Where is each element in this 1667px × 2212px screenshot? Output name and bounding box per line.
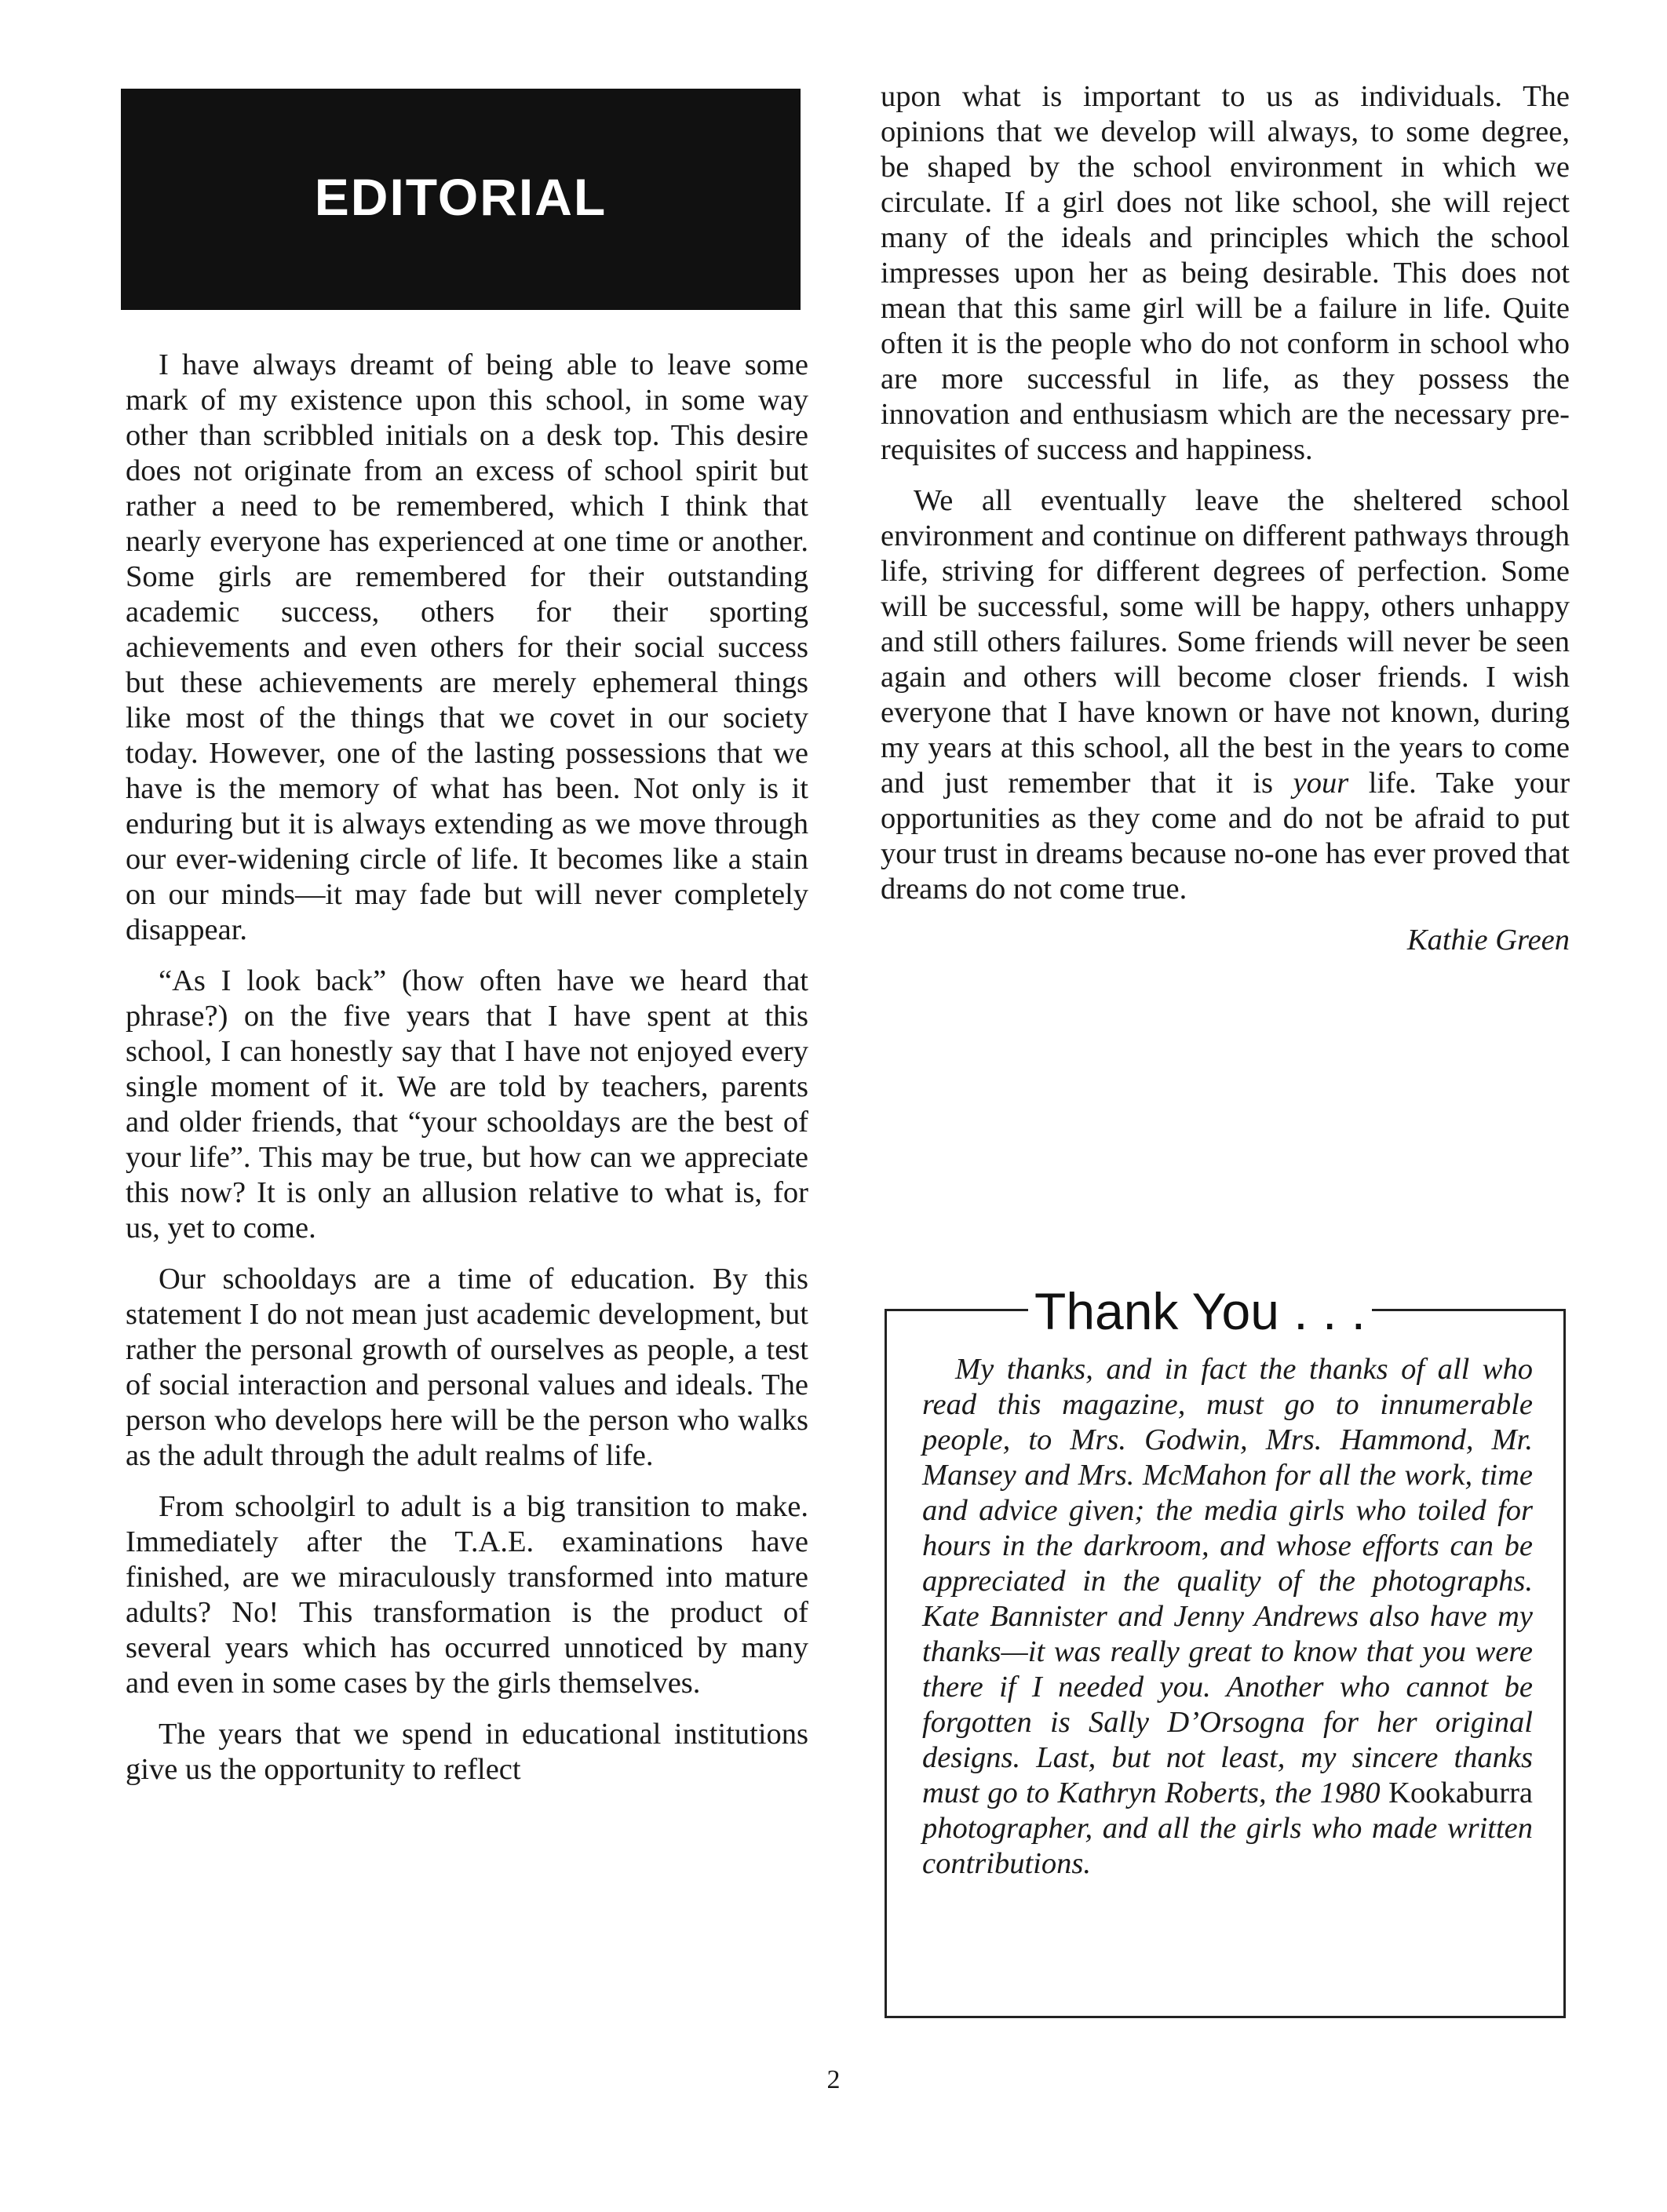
editorial-paragraph-1: I have always dreamt of being able to leave some mark of my existence upon this school, in some way other than scribbled initials on a desk top. This desire does not originate from an excess of school spirit but rather a need to be remembered, which I think that nearly everyone has experienced at one time or another. Some girls are remembered for their outstanding academic success, others for their sporting achievements and even others for their social success but these achievements are merely ephemeral things like most of the things that we covet in our society today. However, one of the lasting possessions that we have is the memory of what has been. Not only is it enduring but it is always extending as we move through our ever-widening circle of life. It becomes like a stain on our minds—it may fade but will never completely disappear. bbox=[126, 348, 808, 946]
thank-you-text-part-2: photographer, and all the girls who made written contributions. bbox=[922, 1812, 1533, 1880]
editorial-banner bbox=[121, 89, 801, 310]
editorial-closing-text: life. Take your opportunities as they come and do not be afraid to put your trust in dreams because no-one has ever proved that dreams do not come true. bbox=[881, 767, 1570, 906]
editorial-paragraph-7 bbox=[881, 483, 1570, 907]
editorial-paragraph-6: upon what is important to us as individuals. The opinions that we develop will always, to some degree, be shaped by the school environment in which we circulate. If a girl does not like school, she will reject many of the ideals and principles which the school impresses upon her as being desirable. This does not mean that this same girl will be a failure in life. Quite often it is the people who do not conform in school who are more successful in life, as they possess the innovation and enthusiasm which are the necessary prerequisites of success and happiness. bbox=[881, 80, 1570, 466]
thank-you-text bbox=[922, 1352, 1533, 1882]
editorial-paragraph-2: “As I look back” (how often have we heard that phrase?) on the five years that I have spent at this school, I can honestly say that I have not enjoyed every single moment of it. We are told by teachers, parents and older friends, that “your schooldays are the best of your life”. This may be true, but how can we appreciate this now? It is only an allusion relative to what is, for us, yet to come. bbox=[126, 964, 808, 1244]
editorial-title: EDITORIAL bbox=[314, 168, 607, 226]
thank-you-text-part-1: My thanks, and in fact the thanks of all who read this magazine, must go to innumerable people, to Mrs. Godwin, Mrs. Hammond, Mr. Mansey and Mrs. McMahon for all the work, time and advice given; the media girls who toiled for hours in the darkroom, and whose efforts can be appreciated in the quality of the photographs. Kate Bannister and Jenny Andrews also have my thanks—it was really great to know that you were there if I needed you. Another who cannot be forgotten is Sally D’Orsogna for her original designs. Last, but not least, my sincere thanks must go to Kathryn Roberts, the 1980 bbox=[922, 1353, 1533, 1809]
editorial-right-column bbox=[881, 79, 1570, 958]
thank-you-box bbox=[885, 1282, 1566, 2018]
page-number: 2 bbox=[826, 2065, 841, 2094]
emphasis-word: your bbox=[1293, 767, 1349, 800]
editorial-paragraph-4: From schoolgirl to adult is a big transition to make. Immediately after the T.A.E. examinations have finished, are we miraculously transformed into mature adults? No! This transformation is the product of several years which has occurred unnoticed by many and even in some cases by the girls themselves. bbox=[126, 1490, 808, 1700]
thank-you-heading: Thank You . . . bbox=[1028, 1281, 1372, 1341]
editorial-left-column bbox=[126, 348, 808, 1803]
publication-name: Kookaburra bbox=[1388, 1777, 1534, 1809]
editorial-paragraph-7-text: We all eventually leave the sheltered school environment and continue on different pathways through life, striving for different degrees of perfection. Some will be successful, some will be happy, others unhappy and still others failures. Some friends will never be seen again and others will become closer friends. I wish everyone that I have known or have not known, during my years at this school, all the best in the years to come and just remember that it is bbox=[881, 484, 1570, 800]
author-signature: Kathie Green bbox=[1406, 924, 1570, 957]
editorial-paragraph-5: The years that we spend in educational institutions give us the opportunity to reflect bbox=[126, 1718, 808, 1786]
editorial-paragraph-3: Our schooldays are a time of education. By this statement I do not mean just academic development, but rather the personal growth of ourselves as people, a test of social interaction and personal values and ideals. The person who develops here will be the person who walks as the adult through the adult realms of life. bbox=[126, 1263, 808, 1472]
